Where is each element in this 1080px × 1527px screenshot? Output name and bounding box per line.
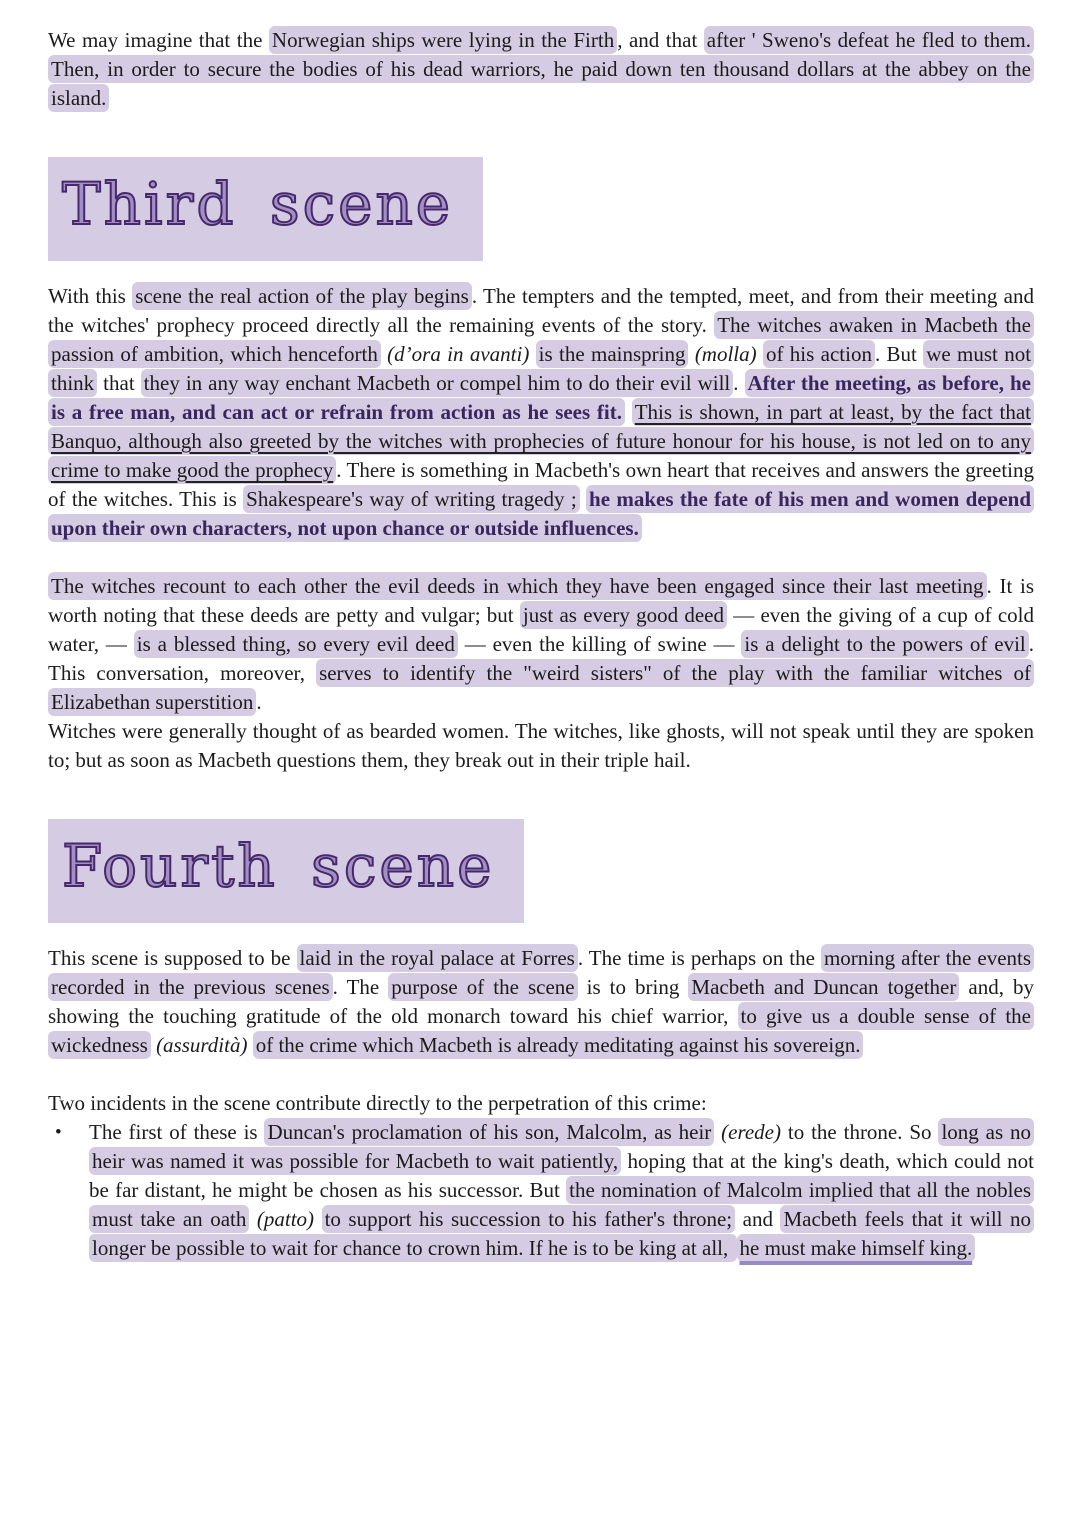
text-run: [314, 1207, 322, 1231]
text-run: hoping that at the king's death, which could not be far distant, he might be chosen as his successor. But: [89, 1149, 1034, 1202]
highlighted-text-run: of the crime which Macbeth is already meditating against his sovereign.: [253, 1031, 864, 1059]
bullet-list-item: [48, 1118, 1034, 1263]
highlighted-text-run: Shakespeare's way of writing tragedy ;: [243, 485, 580, 513]
highlighted-text-run: This is shown, in part at least, by the fact that Banquo, although also greeted by the witches with prophecies of future honour for his house, is not led on to any crime to make good the prophecy: [48, 398, 1034, 484]
text-run: and: [735, 1207, 781, 1231]
text-run: This scene is supposed to be: [48, 946, 297, 970]
text-run: . This conversation, moreover,: [48, 632, 1035, 685]
highlighted-text-run: we must not think: [48, 340, 1034, 397]
highlighted-text-run: is a delight to the powers of evil: [741, 630, 1028, 658]
text-run: [247, 1033, 252, 1057]
paragraph: [48, 1089, 1034, 1118]
text-run: — even the killing of swine —: [457, 632, 742, 656]
paragraph: [48, 944, 1034, 1060]
text-run: (d’ora in avanti): [387, 342, 530, 366]
text-run: (assurdità): [156, 1033, 248, 1057]
paragraph: [48, 26, 1034, 113]
highlighted-text-run: Duncan's proclamation of his son, Malcolm, as heir: [264, 1118, 714, 1146]
highlighted-text-run: Macbeth feels that it will no longer be possible to wait for chance to crown him. If he is to be king at all,: [89, 1205, 1034, 1262]
highlighted-text-run: purpose of the scene: [388, 973, 577, 1001]
highlighted-text-run: is a blessed thing, so every evil deed: [134, 630, 458, 658]
text-run: With this: [48, 284, 133, 308]
text-run: We may imagine that the: [48, 28, 269, 52]
highlighted-text-run: of his action: [763, 340, 875, 368]
text-run: (molla): [694, 342, 757, 366]
text-run: [249, 1207, 257, 1231]
highlighted-text-run: to support his succession to his father's throne;: [322, 1205, 736, 1233]
scene-heading-text: Fourth scene: [62, 832, 495, 900]
bullet-icon: •: [55, 1122, 62, 1143]
scene-heading-text: Third scene: [62, 170, 454, 238]
text-run: is to bring: [577, 975, 689, 999]
scene-heading: [48, 819, 524, 923]
text-run: .: [256, 690, 262, 714]
text-run: — even the giving of a cup of cold water, —: [48, 603, 1034, 656]
highlighted-text-run: after ' Sweno's defeat he fled to them. Then, in order to secure the bodies of his dead warriors, he paid down ten thousand dollars at the abbey on the island.: [48, 26, 1034, 112]
highlighted-text-run: he must make himself king.: [737, 1234, 976, 1262]
bullet-text: [89, 1118, 1034, 1263]
paragraph: [48, 282, 1034, 543]
highlighted-text-run: the nomination of Malcolm implied that all the nobles must take an oath: [89, 1176, 1034, 1233]
text-run: to the throne. So: [781, 1120, 939, 1144]
text-run: The first of these is: [89, 1120, 265, 1144]
highlighted-text-run: he makes the fate of his men and women depend upon their own characters, not upon chance or outside influences.: [48, 485, 1034, 542]
text-run: (patto): [256, 1207, 315, 1231]
highlighted-text-run: The witches awaken in Macbeth the passion of ambition, which henceforth: [48, 311, 1034, 368]
text-run: . But: [874, 342, 924, 366]
text-run: Two incidents in the scene contribute directly to the perpetration of this crime:: [48, 1091, 707, 1115]
paragraph: [48, 717, 1034, 775]
text-run: . It is worth noting that these deeds are petty and vulgar; but: [48, 574, 1034, 627]
text-run: (erede): [721, 1120, 781, 1144]
text-run: that: [97, 371, 141, 395]
highlighted-text-run: serves to identify the "weird sisters" of the play with the familiar witches of Elizabethan superstition: [48, 659, 1034, 716]
text-run: . The tempters and the tempted, meet, and from their meeting and the witches' prophecy proceed directly all the remaining events of the story.: [48, 284, 1034, 337]
highlighted-text-run: The witches recount to each other the evil deeds in which they have been engaged since their last meeting: [48, 572, 987, 600]
highlighted-text-run: just as every good deed: [520, 601, 727, 629]
text-run: . The time is perhaps on the: [577, 946, 821, 970]
text-run: Witches were generally thought of as bearded women. The witches, like ghosts, will not speak until they are spoken to; but as soon as Macbeth questions them, they break out in their triple hail.: [48, 719, 1034, 772]
highlighted-text-run: long as no heir was named it was possible for Macbeth to wait patiently,: [89, 1118, 1034, 1175]
text-run: . There is something in Macbeth's own heart that receives and answers the greeting of the witches. This is: [48, 458, 1035, 511]
highlighted-text-run: After the meeting, as before, he is a free man, and can act or refrain from action as he sees fit.: [48, 369, 1034, 426]
highlighted-text-run: Norwegian ships were lying in the Firth: [269, 26, 617, 54]
paragraph: [48, 572, 1034, 717]
highlighted-text-run: laid in the royal palace at Forres: [297, 944, 578, 972]
highlighted-text-run: to give us a double sense of the wickedness: [48, 1002, 1034, 1059]
text-run: [529, 342, 535, 366]
highlighted-text-run: Macbeth and Duncan together: [688, 973, 959, 1001]
highlighted-text-run: morning after the events recorded in the previous scenes: [48, 944, 1034, 1001]
text-run: , and that: [617, 28, 704, 52]
highlighted-text-run: scene the real action of the play begins: [132, 282, 472, 310]
scene-heading: [48, 157, 483, 261]
text-run: [625, 400, 632, 424]
text-run: and, by showing the touching gratitude of the old monarch toward his chief warrior,: [48, 975, 1034, 1028]
highlighted-text-run: is the mainspring: [536, 340, 689, 368]
text-run: . The: [332, 975, 389, 999]
highlighted-text-run: they in any way enchant Macbeth or compel him to do their evil will: [141, 369, 734, 397]
text-run: .: [733, 371, 745, 395]
